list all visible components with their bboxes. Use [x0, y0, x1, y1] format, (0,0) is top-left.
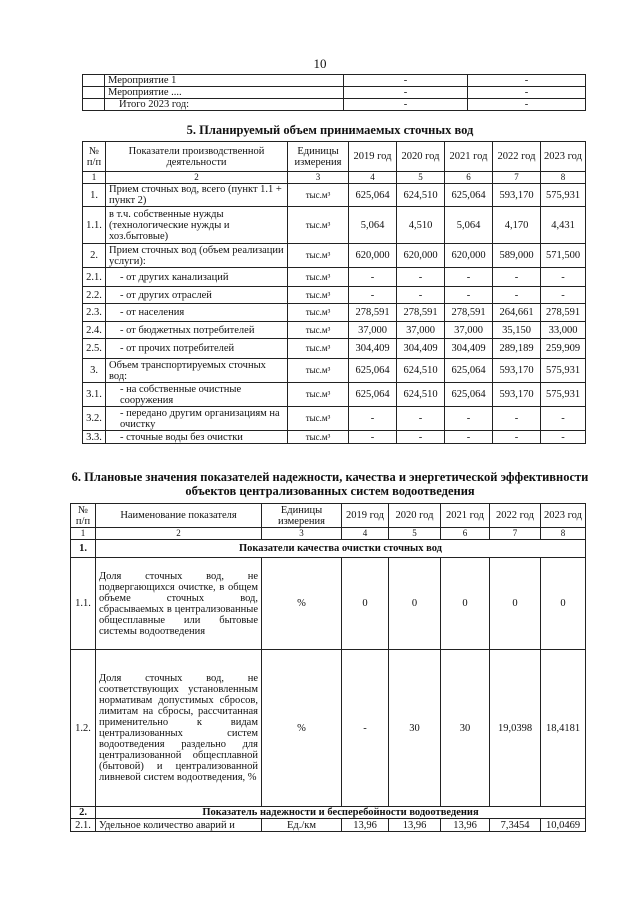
- table-row: [83, 244, 586, 268]
- value: 593,170: [493, 359, 541, 383]
- value: 571,500: [541, 244, 586, 268]
- value: -: [349, 268, 397, 287]
- value: 5,064: [445, 207, 493, 244]
- measure-label: Мероприятие 1: [105, 75, 344, 87]
- table-header-row: № п/п Наименование показателя Единицы измерения 2019 год 2020 год 2021 год 2022 год 2023 год: [71, 504, 586, 528]
- unit: тыс.м³: [288, 407, 349, 431]
- value: 625,064: [349, 359, 397, 383]
- value: 593,170: [493, 184, 541, 207]
- row-number: 2.: [83, 244, 106, 268]
- unit: тыс.м³: [288, 359, 349, 383]
- indicator-name: - от населения: [106, 304, 288, 322]
- row-number: 2.3.: [83, 304, 106, 322]
- value: -: [541, 268, 586, 287]
- value: 624,510: [397, 184, 445, 207]
- value: 625,064: [445, 383, 493, 407]
- value: 4,170: [493, 207, 541, 244]
- value: -: [397, 431, 445, 444]
- table-row: 1.1. Доля сточных вод, не подвергающихся очистке, в общем объеме сточных вод, сбрасываемых в централизованные общесплавные или бытовые системы водоотведения % 0 0 0 0 0: [71, 558, 586, 650]
- table-row: [83, 268, 586, 287]
- value: 5,064: [349, 207, 397, 244]
- value: 620,000: [349, 244, 397, 268]
- wastewater-volume-table: [82, 141, 586, 444]
- indicator-name: - на собственные очистные сооружения: [106, 383, 288, 407]
- table-row: [83, 287, 586, 304]
- value: 624,510: [397, 383, 445, 407]
- value: 625,064: [445, 184, 493, 207]
- value: 37,000: [397, 322, 445, 339]
- value: -: [349, 431, 397, 444]
- indicator-name: - от других канализаций: [106, 268, 288, 287]
- row-number: 2.4.: [83, 322, 106, 339]
- value: -: [349, 407, 397, 431]
- unit: тыс.м³: [288, 322, 349, 339]
- row-number: 2.1.: [83, 268, 106, 287]
- row-number: 3.: [83, 359, 106, 383]
- row-number: 1.: [83, 184, 106, 207]
- value: -: [349, 287, 397, 304]
- indicator-name: в т.ч. собственные нужды (технологические нужды и хоз.бытовые): [106, 207, 288, 244]
- value: -: [445, 431, 493, 444]
- table-header-row: № п/п Показатели производственной деятельности Единицы измерения 2019 год 2020 год 2021 год 2022 год 2023 год: [83, 142, 586, 172]
- unit: тыс.м³: [288, 184, 349, 207]
- measures-table: Мероприятие 1 - - Мероприятие .... - - Итого 2023 год: - -: [82, 74, 586, 111]
- value: 304,409: [397, 339, 445, 359]
- group-row: 1. Показатели качества очистки сточных вод: [71, 540, 586, 558]
- unit: тыс.м³: [288, 383, 349, 407]
- value: 4,431: [541, 207, 586, 244]
- value: -: [445, 407, 493, 431]
- value: 625,064: [445, 359, 493, 383]
- row-number: 3.3.: [83, 431, 106, 444]
- column-number-row: 1 2 3 4 5 6 7 8: [83, 172, 586, 184]
- indicator-name: Прием сточных вод, всего (пункт 1.1 + пункт 2): [106, 184, 288, 207]
- section-5-title: 5. Планируемый объем принимаемых сточных вод: [186, 123, 474, 137]
- table-row: [83, 431, 586, 444]
- value: -: [493, 268, 541, 287]
- group-row: 2. Показатель надежности и бесперебойности водоотведения: [71, 807, 586, 819]
- value: -: [541, 287, 586, 304]
- table-row: 2.1. Удельное количество аварий и Ед./км 13,96 13,96 13,96 7,3454 10,0469: [71, 819, 586, 832]
- indicator-name: - сточные воды без очистки: [106, 431, 288, 444]
- row-number: 3.1.: [83, 383, 106, 407]
- unit: тыс.м³: [288, 244, 349, 268]
- measure-label: Мероприятие ....: [105, 87, 344, 99]
- value: -: [493, 431, 541, 444]
- value: 264,661: [493, 304, 541, 322]
- value: -: [445, 268, 493, 287]
- indicator-name: - передано другим организациям на очистку: [106, 407, 288, 431]
- value: -: [493, 287, 541, 304]
- value: -: [397, 268, 445, 287]
- value: -: [445, 287, 493, 304]
- value: 624,510: [397, 359, 445, 383]
- value: -: [541, 431, 586, 444]
- table-row: [83, 207, 586, 244]
- value: -: [397, 407, 445, 431]
- value: 625,064: [349, 383, 397, 407]
- value: 620,000: [397, 244, 445, 268]
- value: 259,909: [541, 339, 586, 359]
- value: 35,150: [493, 322, 541, 339]
- value: 278,591: [349, 304, 397, 322]
- value: 575,931: [541, 383, 586, 407]
- table-row: [83, 339, 586, 359]
- page-number: 10: [313, 56, 327, 71]
- measure-total-label: Итого 2023 год:: [105, 99, 344, 111]
- value: 33,000: [541, 322, 586, 339]
- value: 589,000: [493, 244, 541, 268]
- value: -: [541, 407, 586, 431]
- value: 278,591: [541, 304, 586, 322]
- table-row: [83, 184, 586, 207]
- value: 37,000: [349, 322, 397, 339]
- value: -: [397, 287, 445, 304]
- value: -: [493, 407, 541, 431]
- table-row: [83, 304, 586, 322]
- indicator-name: Прием сточных вод (объем реализации услуги):: [106, 244, 288, 268]
- table-row: [83, 322, 586, 339]
- value: 278,591: [397, 304, 445, 322]
- value: 37,000: [445, 322, 493, 339]
- value: 593,170: [493, 383, 541, 407]
- unit: тыс.м³: [288, 207, 349, 244]
- value: 278,591: [445, 304, 493, 322]
- indicator-name: - от бюджетных потребителей: [106, 322, 288, 339]
- value: 625,064: [349, 184, 397, 207]
- indicator-name: Объем транспортируемых сточных вод:: [106, 359, 288, 383]
- row-number: 2.5.: [83, 339, 106, 359]
- unit: тыс.м³: [288, 339, 349, 359]
- value: 289,189: [493, 339, 541, 359]
- value: 575,931: [541, 359, 586, 383]
- reliability-indicators-table: [70, 503, 586, 832]
- unit: тыс.м³: [288, 287, 349, 304]
- value: 304,409: [349, 339, 397, 359]
- section-6-title: 6. Плановые значения показателей надежности, качества и энергетической эффективности объектов централизованных систем водоотведения: [71, 470, 589, 498]
- indicator-name: - от других отраслей: [106, 287, 288, 304]
- value: 4,510: [397, 207, 445, 244]
- value: 575,931: [541, 184, 586, 207]
- value: 620,000: [445, 244, 493, 268]
- table-row: [83, 383, 586, 407]
- unit: тыс.м³: [288, 431, 349, 444]
- unit: тыс.м³: [288, 304, 349, 322]
- row-number: 1.1.: [83, 207, 106, 244]
- row-number: 3.2.: [83, 407, 106, 431]
- unit: тыс.м³: [288, 268, 349, 287]
- column-number-row: 1 2 3 4 5 6 7 8: [71, 528, 586, 540]
- value: 304,409: [445, 339, 493, 359]
- row-number: 2.2.: [83, 287, 106, 304]
- table-row: [83, 359, 586, 383]
- indicator-name: - от прочих потребителей: [106, 339, 288, 359]
- table-row: 1.2. Доля сточных вод, не соответствующих установленным нормативам допустимых сбросов, лимитам на сбросы, рассчитанная применительно к видам централизованных систем водоотведения раздельно для централизованной общесплавной (бытовой) и централизованной ливневой систем водоотведения, % % - 30 30 19,0398 18,4181: [71, 650, 586, 807]
- table-row: [83, 407, 586, 431]
